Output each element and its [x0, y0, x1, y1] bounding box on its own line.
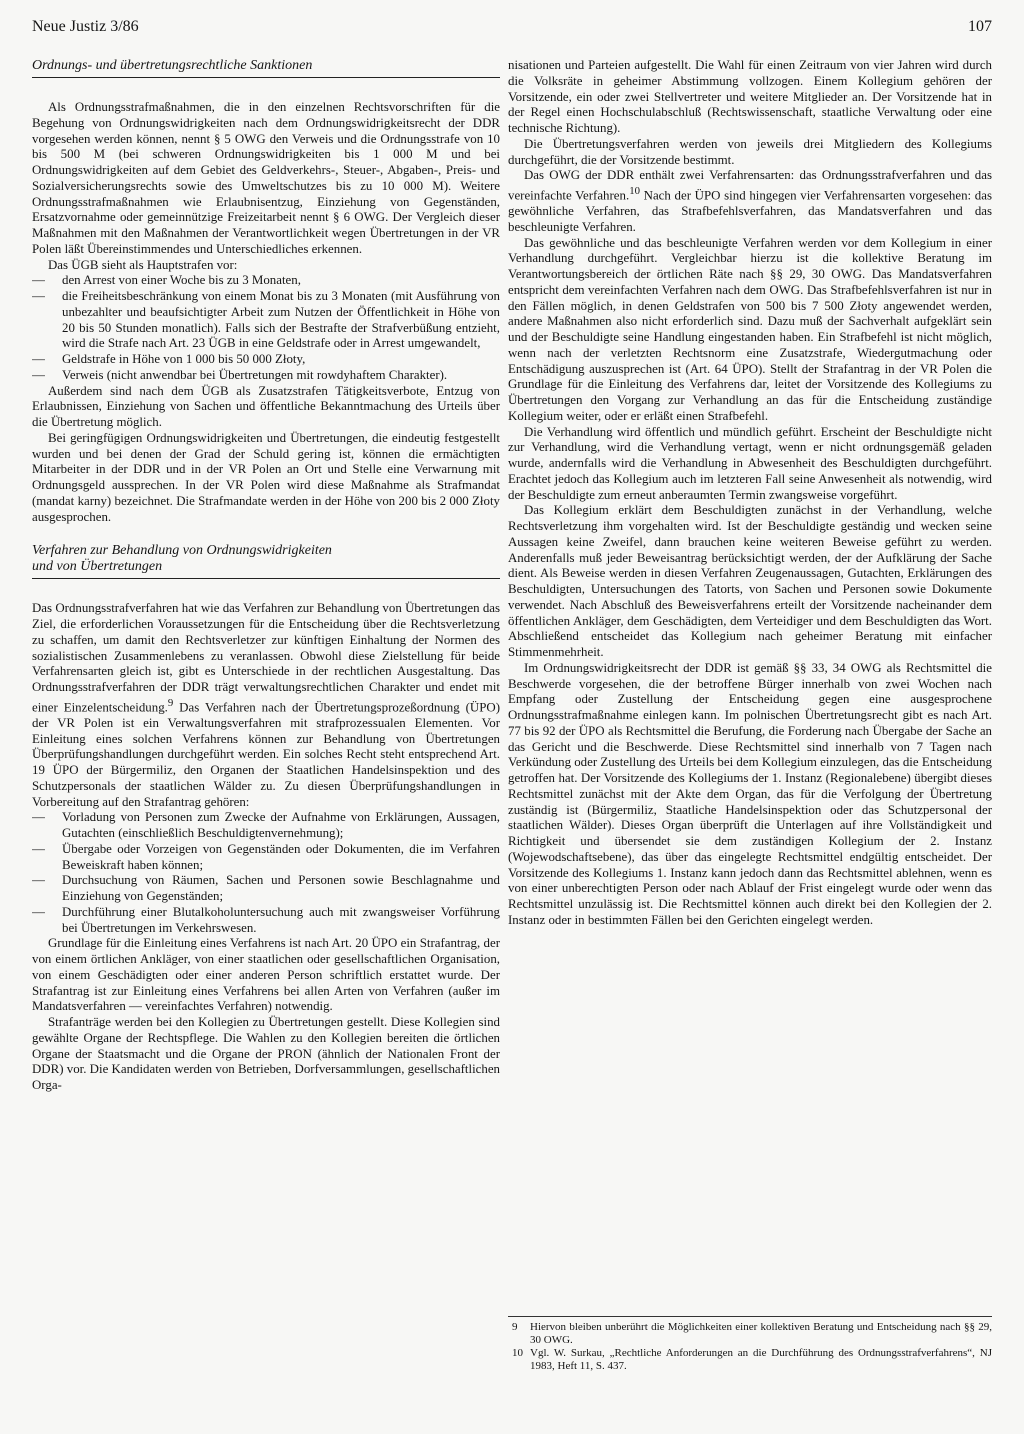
page-header	[32, 18, 992, 48]
paragraph-text: Nach der ÜPO sind hingegen vier Verfahrensarten vorgesehen: das gewöhnliche Verfahren, das Strafbefehlsverfahren, das Mandatsverfahren und das beschleunigte Verfahren.	[508, 188, 992, 234]
paragraph-text: Das Ordnungsstrafverfahren hat wie das Verfahren zur Behandlung von Übertretungen das Ziel, die erforderlichen Voraussetzungen für die Entscheidung über die Rechtsverletzung zu schaffen, um damit den Rechtsverletzer zur künftigen Einhaltung der Normen des sozialistischen Zusammenlebens zu veranlassen. Obwohl diese Zielstellung für beide Verfahrensarten gleich ist, gibt es Unterschiede in der rechtlichen Ausgestaltung. Das Ordnungsstrafverfahren der DDR trägt verwaltungsrechtlichen Charakter und endet mit einer Einzelentscheidung.	[32, 601, 500, 715]
paragraph: Strafanträge werden bei den Kollegien zu Übertretungen gestellt. Diese Kollegien sind gewählte Organe der Rechtspflege. Die Wahlen zu den Kollegien bereiten die örtlichen Organe der Staatsmacht und die Organe der PRON (ähnlich der Nationalen Front der DDR) vor. Die Kandidaten werden von Betrieben, Dorfversammlungen, gesellschaftlichen Orga-	[32, 1015, 500, 1093]
footnotes	[508, 1316, 992, 1373]
paragraph: Grundlage für die Einleitung eines Verfahrens ist nach Art. 20 ÜPO ein Strafantrag, der von einem örtlichen Ankläger, von einer staatlichen oder gesellschaftlichen Organisation, von einem Geschädigten oder einer anderen Person schriftlich erstattet wurde. Der Strafantrag ist zur Einleitung eines Verfahrens bei allen Arten von Verfahren (außer im Mandatsverfahren — vereinfachtes Verfahren) notwendig.	[32, 936, 500, 1014]
list-item: — Durchsuchung von Räumen, Sachen und Personen sowie Beschlagnahme und Einziehung von Gegenständen;	[32, 873, 500, 905]
paragraph: Im Ordnungswidrigkeitsrecht der DDR ist gemäß §§ 33, 34 OWG als Rechtsmittel die Beschwerde vorgesehen, die der betroffene Bürger innerhalb von zwei Wochen nach Empfang oder Zustellung der Entscheidung gegen eine ausgesprochene Ordnungsstrafmaßnahme einlegen kann. Im polnischen Übertretungsrecht gibt es nach Art. 77 bis 92 der ÜPO als Rechtsmittel die Berufung, die Forderung nach Übergabe der Sache an das Gericht und die Beschwerde. Diese Rechtsmittel sind innerhalb von 7 Tagen nach Verkündung oder Zustellung des Urteils bei dem Kollegium einzulegen, das die Entscheidung getroffen hat. Der Vorsitzende des Kollegiums der 1. Instanz (Regionalebene) übergibt dieses Rechtsmittel zunächst mit der Akte dem Organ, das für die Verfolgung der Übertretung zuständig ist (Bürgermiliz, Staatliche Handelsinspektion oder das Schutzpersonal der staatlichen Wälder). Dieses Organ überprüft die Unterlagen auf ihre Vollständigkeit und Richtigkeit und übersendet sie dem zuständigen Kollegium der 2. Instanz (Wojewodschaftsebene), das über das eingelegte Rechtsmittel endgültig entscheidet. Der Vorsitzende des Kollegiums 1. Instanz kann jedoch dann das Rechtsmittel ablehnen, wenn es von einer unberechtigten Person oder nach Ablauf der Frist eingelegt wurde oder wenn das Rechtsmittel unzulässig ist. Die Rechtsmittel können auch direkt bei den Kollegien der 2. Instanz oder in bestimmten Fällen bei den Gerichten eingelegt werden.	[508, 660, 992, 927]
list-item: — die Freiheitsbeschränkung von einem Monat bis zu 3 Monaten (mit Ausführung von unbezahlter und beaufsichtigter Arbeit zum Nutzen der Öffentlichkeit in Höhe von 20 bis 50 Stunden monatlich). Falls sich der Bestrafte der Strafverbüßung entzieht, wird die Strafe nach Art. 23 ÜGB in eine Geldstrafe oder in Arrest umgewandelt,	[32, 289, 500, 352]
page-number: 107	[968, 18, 992, 35]
paragraph-text: Das Verfahren nach der Übertretungsprozeßordnung (ÜPO) der VR Polen ist ein Verwaltungsverfahren mit strafprozessualen Elementen. Vor Einleitung eines solchen Verfahrens können zur Behandlung von Übertretungen Überprüfungshandlungen durchgeführt werden. Ein solches Recht steht entsprechend Art. 19 ÜPO der Bürgermiliz, den Organen der Staatlichen Handelsinspektion und des Schutzpersonals der staatlichen Wälder zu. Zu diesen Überprüfungshandlungen in Vorbereitung auf den Strafantrag gehören:	[32, 700, 500, 809]
section-title-verfahren	[32, 543, 500, 579]
paragraph-text: Das OWG der DDR enthält zwei Verfahrensarten: das Ordnungsstrafverfahren und das vereinfachte Verfahren.	[508, 168, 992, 203]
footnote-text: Vgl. W. Surkau, „Rechtliche Anforderungen an die Durchführung des Ordnungsstrafverfahrens“, NJ 1983, Heft 11, S. 437.	[530, 1347, 992, 1372]
hauptstrafen-list	[32, 273, 500, 383]
paragraph: Bei geringfügigen Ordnungswidrigkeiten und Übertretungen, die eindeutig festgestellt wurden und bei denen der Grad der Schuld gering ist, können die ermächtigten Mitarbeiter in der DDR und in der VR Polen an Ort und Stelle eine Verwarnung mit Ordnungsgeld aussprechen. In der VR Polen wird diese Maßnahme als Strafmandat (mandat karny) bezeichnet. Die Strafmandate werden in der Höhe von 200 bis 2 000 Złoty ausgesprochen.	[32, 430, 500, 524]
footnote-text: Hiervon bleiben unberührt die Möglichkeiten einer kollektiven Beratung und Entscheidung nach §§ 29, 30 OWG.	[530, 1321, 992, 1346]
paragraph: Die Verhandlung wird öffentlich und mündlich geführt. Erscheint der Beschuldigte nicht zur Verhandlung, wird die Verhandlung vertagt, wenn er nicht ordnungsgemäß geladen wurde, andernfalls wird die Verhandlung in Abwesenheit des Beschuldigten durchgeführt. Erachtet jedoch das Kollegium auch im letzteren Fall seine Anwesenheit als notwendig, wird der Beschuldigte zum erneut anberaumten Termin zwangsweise vorgeführt.	[508, 424, 992, 502]
paragraph	[32, 601, 500, 810]
paragraph: nisationen und Parteien aufgestellt. Die Wahl für einen Zeitraum von vier Jahren wird durch die Volksräte in geheimer Abstimmung vollzogen. Einem Kollegium gehören der Vorsitzende, ein oder zwei Stellvertreter und weitere Mitglieder an. Der Vorsitzende hat in der Regel einen Hochschulabschluß (Rechtswissenschaft, staatliche Verwaltung oder eine technische Richtung).	[508, 58, 992, 135]
right-column	[508, 58, 992, 1418]
journal-issue: Neue Justiz 3/86	[32, 18, 139, 35]
paragraph: Als Ordnungsstrafmaßnahmen, die in den einzelnen Rechtsvorschriften für die Begehung von Ordnungswidrigkeiten nach dem Ordnungswidrigkeitsrecht der DDR vorgesehen werden können, nennt § 5 OWG den Verweis und die Ordnungsstrafe von 10 bis 500 M (bei schweren Ordnungswidrigkeiten bis 1 000 M und bei Ordnungswidrigkeiten auf dem Gebiet des Geldverkehrs-, Steuer-, Abgaben-, Preis- und Sozialversicherungsrechts sowie des Umweltschutzes bis zu 10 000 M). Weitere Ordnungsstrafmaßnahmen wie Erlaubnisentzug, Einziehung von Gegenständen, Ersatzvornahme oder gemeinnützige Freizeitarbeit nennt § 6 OWG. Der Vergleich dieser Maßnahmen mit den Maßnahmen der Verantwortlichkeit wegen Übertretungen in der VR Polen läßt Übereinstimmendes und Unterschiedliches erkennen.	[32, 100, 500, 256]
footnote-number: 10	[512, 1347, 523, 1359]
paragraph: Das gewöhnliche und das beschleunigte Verfahren werden vor dem Kollegium in einer Verhandlung durchgeführt. Vergleichbar hierzu ist die kollektive Beratung im Verantwortungsbereich der örtlichen Räte nach §§ 29, 30 OWG. Das Mandatsverfahren entspricht dem vereinfachten Verfahren nach dem OWG. Das Strafbefehlsverfahren ist nur in den Fällen möglich, in denen Geldstrafen von 500 bis 7 500 Złoty angewendet werden, andere Maßnahmen also nicht erforderlich sind. Dazu muß der Sachverhalt aufgeklärt sein und der Beschuldigte seine Handlung eingestanden haben. Ein Strafbefehl ist nicht möglich, wenn nach der verletzten Rechtsnorm eine Zusatzstrafe, Wiedergutmachung oder Entschädigung auszusprechen ist (Art. 64 ÜPO). Stellt der Strafantrag in der VR Polen die Grundlage für die Einleitung des Verfahrens dar, leitet der Vorsitzende des Kollegiums zu Übertretungen den Vorgang zur Verhandlung an das für die Entscheidung zuständige Kollegium weiter, oder er erläßt einen Strafbefehl.	[508, 235, 992, 423]
ueberpruefung-list	[32, 810, 500, 936]
list-item: — Durchführung einer Blutalkoholuntersuchung auch mit zwangsweiser Vorführung bei Übertretungen im Verkehrswesen.	[32, 905, 500, 937]
paragraph: Die Übertretungsverfahren werden von jeweils drei Mitgliedern des Kollegiums durchgeführt, die der Vorsitzende bestimmt.	[508, 136, 992, 167]
section-title-line: und von Übertretungen	[32, 559, 163, 575]
paragraph: Das Kollegium erklärt dem Beschuldigten zunächst in der Verhandlung, welche Rechtsverletzung ihm vorgehalten wird. Ist der Beschuldigte geständig und wecken seine Aussagen keine Zweifel, dann brauchen keine weiteren Beweise geführt zu werden. Anderenfalls muß jeder Beweisantrag berücksichtigt werden, der der Aufklärung der Sache dient. Als Beweise werden in diesen Verfahren Zeugenaussagen, Gutachten, Erklärungen des Beschuldigten, Untersuchungen des Tatorts, von Sachen und Personen sowie Dokumente verwendet. Nach Abschluß des Beweisverfahrens erteilt der Vorsitzende nacheinander dem öffentlichen Ankläger, dem Geschädigten, dem Verteidiger und dem Beschuldigten das Wort. Abschließend entscheidet das Kollegium nach geheimer Beratung mit einfacher Stimmenmehrheit.	[508, 503, 992, 660]
paragraph: Das ÜGB sieht als Hauptstrafen vor:	[48, 257, 238, 272]
list-item: — den Arrest von einer Woche bis zu 3 Monaten,	[32, 273, 500, 289]
left-column	[32, 58, 500, 1418]
section-title-sanktionen: Ordnungs- und übertretungsrechtliche Sanktionen	[32, 58, 500, 78]
footnote-ref: 9	[167, 696, 174, 709]
paragraph: Außerdem sind nach dem ÜGB als Zusatzstrafen Tätigkeitsverbote, Entzug von Erlaubnissen, Einziehung von Sachen und öffentliche Bekanntmachung des Urteils über die Übertretung möglich.	[32, 383, 500, 429]
footnote-ref: 10	[629, 185, 640, 197]
section-title-line: Verfahren zur Behandlung von Ordnungswidrigkeiten	[32, 543, 332, 559]
list-item: — Geldstrafe in Höhe von 1 000 bis 50 000 Złoty,	[32, 352, 500, 368]
footnote	[508, 1321, 992, 1347]
list-item: — Vorladung von Personen zum Zwecke der Aufnahme von Erklärungen, Aussagen, Gutachten (einschließlich Beschuldigtenvernehmung);	[32, 810, 500, 842]
footnote-number: 9	[512, 1321, 518, 1333]
paragraph	[508, 168, 992, 235]
list-item: — Verweis (nicht anwendbar bei Übertretungen mit rowdyhaftem Charakter).	[32, 368, 500, 384]
list-item: — Übergabe oder Vorzeigen von Gegenständen oder Dokumenten, die im Verfahren Beweiskraft haben können;	[32, 842, 500, 874]
footnote	[508, 1347, 992, 1373]
